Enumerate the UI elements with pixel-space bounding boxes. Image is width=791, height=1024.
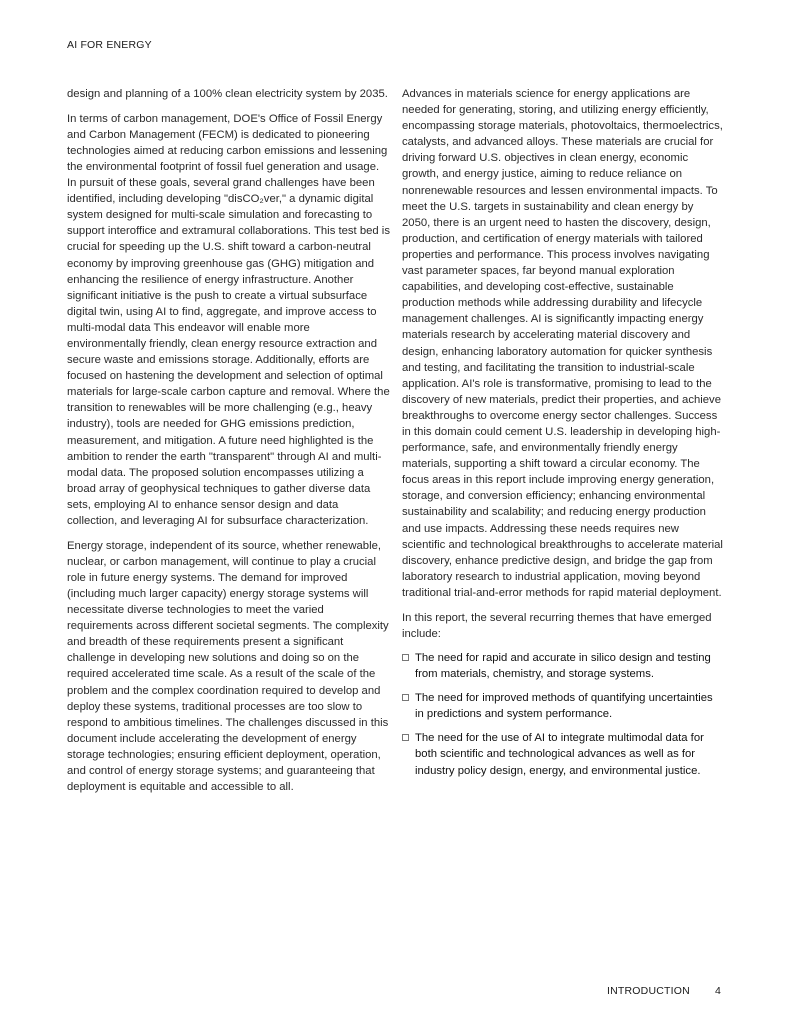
footer-section-title: INTRODUCTION <box>607 985 690 997</box>
themes-list <box>402 650 724 778</box>
checkbox-bullet-icon <box>402 694 409 701</box>
right-column <box>402 86 724 786</box>
theme-text: The need for rapid and accurate in silico design and testing from materials, chemistry, and storage systems. <box>415 652 711 681</box>
paragraph-materials-science: Advances in materials science for energy applications are needed for generating, storing, and utilizing energy efficiently, encompassing storage materials, photovoltaics, thermoelectrics, catalysts, and advanced alloys. These materials are crucial for driving forward U.S. objectives in clean energy, economic growth, and energy justice, aiming to reduce reliance on nonrenewable resources and lessen environmental impacts. To meet the U.S. targets in sustainability and clean energy by 2050, there is an urgent need to hasten the discovery, design, production, and certification of energy materials with tailored properties and performance. This process involves navigating vast parameter spaces, far beyond manual exploration capabilities, and developing cost-effective, sustainable production methods while addressing durability and lifecycle management challenges. AI is significantly impacting energy materials research by accelerating material discovery and design, enhancing laboratory automation for quicker synthesis and testing, and facilitating the transition to industrial-scale application. AI's role is transformative, promising to lead to the discovery of new materials, predict their properties, and achieve breakthroughs to overcome energy sector challenges. Success in this domain could cement U.S. leadership in developing high-performance, safe, and environmentally friendly energy materials, supporting a shift toward a circular economy. The focus areas in this report include improving energy generation, storage, and conversion efficiency; enhancing environmental sustainability and scalability; and reducing energy production and use impacts. Addressing these needs requires new scientific and technological breakthroughs to accelerate material discovery, enhance predictive design, and bridge the gap from laboratory research to industrial application, moving beyond traditional trial-and-error methods for rapid material deployment. <box>402 88 723 599</box>
checkbox-bullet-icon <box>402 654 409 661</box>
paragraph-themes-intro: In this report, the several recurring themes that have emerged include: <box>402 611 712 640</box>
theme-item <box>402 730 724 778</box>
checkbox-bullet-icon <box>402 734 409 741</box>
left-column <box>67 86 390 804</box>
paragraph-energy-storage: Energy storage, independent of its source, whether renewable, nuclear, or carbon management, will continue to play a crucial role in future energy systems. The demand for improved (including much larger capacity) energy storage systems will necessitate diverse technologies to meet the varied requirements across different societal segments. The complexity and breadth of these requirements present a significant challenge in developing new solutions and doing so on the required accelerated time scale. As a result of the scale of the problem and the complex coordination required to develop and deploy these systems, traditional processes are too slow to respond to ambitious timelines. The challenges discussed in this document include accelerating the development of energy storage technologies; ensuring efficient deployment, operation, and control of energy storage systems; and guaranteeing that deployment is equitable and accessible to all. <box>67 539 389 794</box>
theme-item <box>402 650 724 682</box>
theme-item <box>402 690 724 722</box>
paragraph-carbon-management: In terms of carbon management, DOE's Office of Fossil Energy and Carbon Management (FECM) is dedicated to pioneering technologies aimed at reducing carbon emissions and lessening the environmental footprint of fossil fuel generation and usage. In pursuit of these goals, several grand challenges have been identified, including developing "disCO₂ver," a dynamic digital system designed for multi-scale simulation and forecasting to support interoffice and extramural collaborations. This test bed is crucial for speeding up the U.S. shift toward a carbon-neutral economy by improving greenhouse gas (GHG) mitigation and enhancing the resilience of energy infrastructure. Another significant initiative is the push to create a virtual subsurface digital twin, using AI to find, aggregate, and improve access to multi-modal data This endeavor will enable more environmentally friendly, clean energy resource extraction and secure waste and emissions storage. Additionally, efforts are focused on hastening the development and selection of optimal materials for large-scale carbon capture and removal. Where the transition to renewables will be more challenging (e.g., heavy industry), tools are needed for GHG emissions prediction, measurement, and mitigation. A future need highlighted is the ambition to render the earth "transparent" through AI and multi-modal data. The proposed solution encompasses utilizing a broad array of geophysical techniques to gather diverse data sets, employing AI to enhance sensor design and data collection, and leveraging AI for subsurface characterization. <box>67 112 390 528</box>
running-header: AI FOR ENERGY <box>67 39 152 51</box>
paragraph-clean-electricity: design and planning of a 100% clean electricity system by 2035. <box>67 88 388 100</box>
theme-text: The need for improved methods of quantifying uncertainties in predictions and system performance. <box>415 692 713 721</box>
theme-text: The need for the use of AI to integrate multimodal data for both scientific and technological advances as well as for industry policy design, energy, and environmental justice. <box>415 732 704 777</box>
page-number: 4 <box>715 985 721 997</box>
